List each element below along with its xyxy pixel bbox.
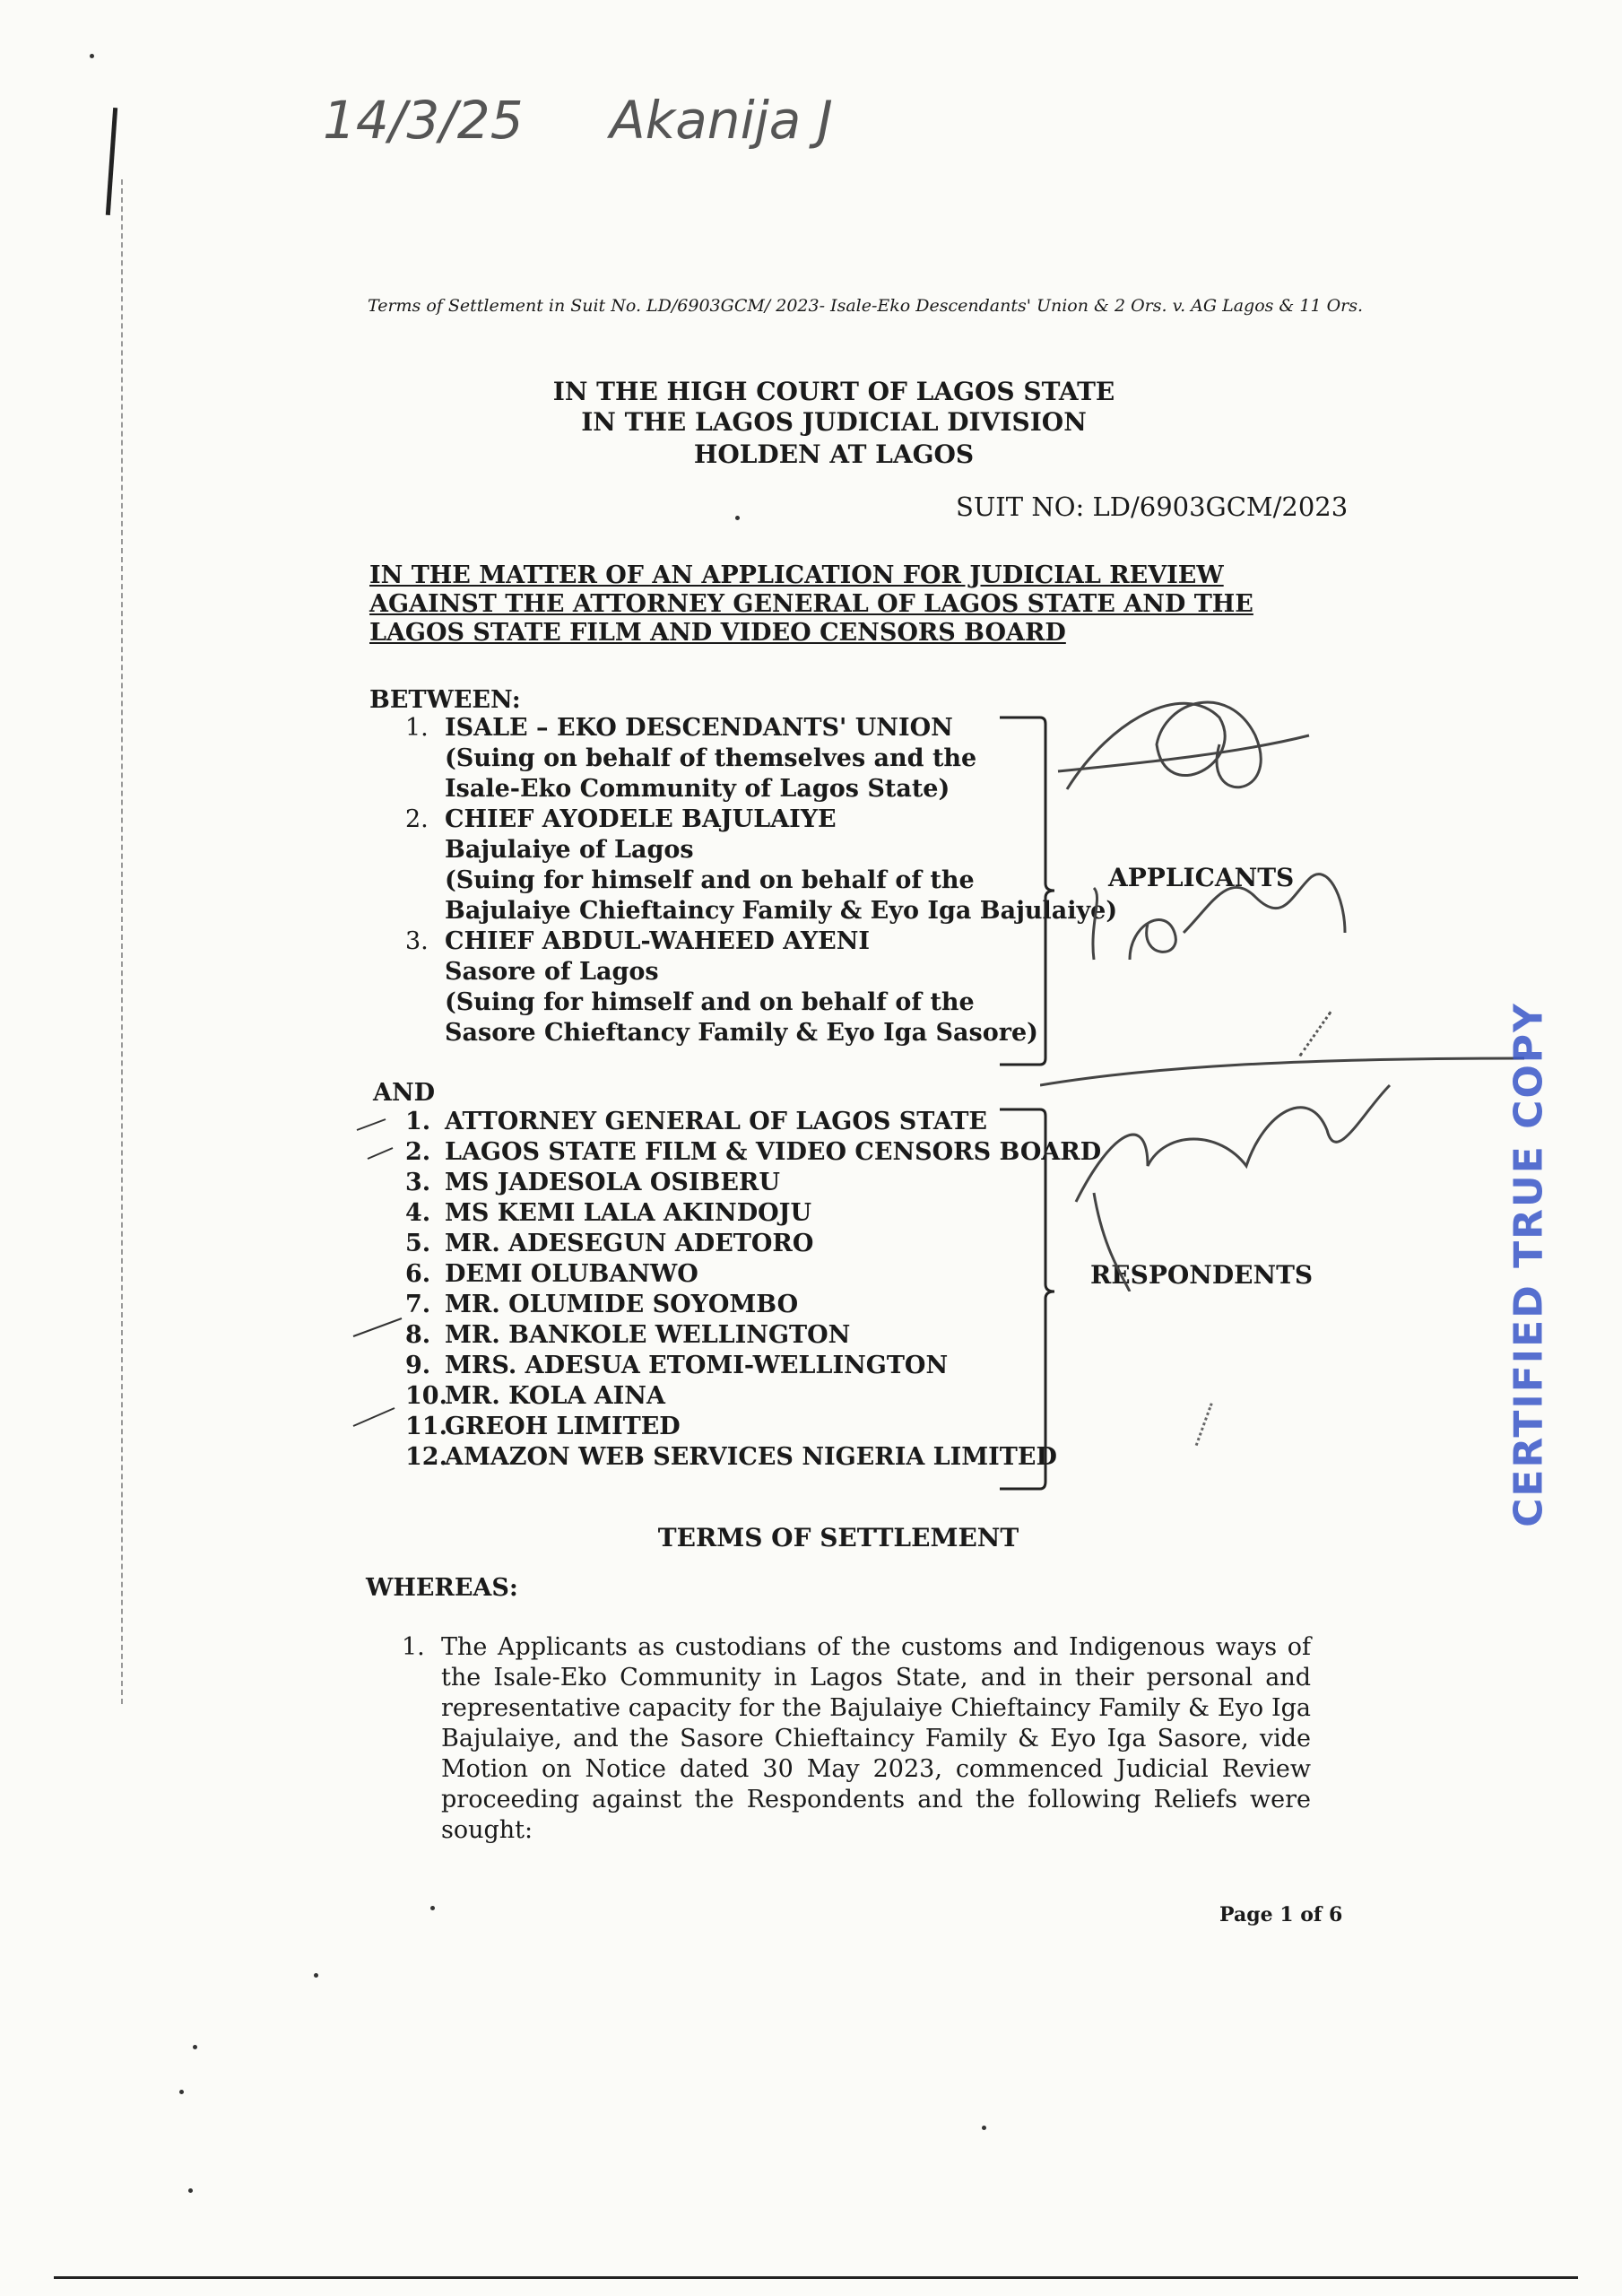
respondent-name: MR. BANKOLE WELLINGTON bbox=[445, 1321, 851, 1349]
speck bbox=[90, 54, 94, 58]
applicant-desc: Sasore of Lagos bbox=[445, 958, 659, 986]
court-line-3: HOLDEN AT LAGOS bbox=[693, 439, 975, 469]
applicant-number: 3. bbox=[405, 927, 429, 955]
applicants-label: APPLICANTS bbox=[1108, 863, 1295, 892]
respondent-number: 9. bbox=[405, 1352, 431, 1379]
paragraph-number: 1. bbox=[402, 1633, 425, 1661]
respondent-number: 8. bbox=[405, 1321, 431, 1349]
and-label: AND bbox=[373, 1079, 436, 1107]
respondent-number: 5. bbox=[405, 1230, 431, 1257]
stamp-text: CERTIFIED TRUE COPY bbox=[1505, 1002, 1552, 1527]
respondent-number: 4. bbox=[405, 1199, 431, 1227]
respondent-number: 1. bbox=[405, 1108, 431, 1135]
matter-heading bbox=[369, 561, 1302, 648]
certified-stamp bbox=[1502, 1002, 1556, 1527]
respondent-number: 10. bbox=[405, 1382, 447, 1410]
applicant-name: ISALE – EKO DESCENDANTS' UNION bbox=[445, 714, 953, 742]
applicant-desc: Sasore Chieftancy Family & Eyo Iga Sasore) bbox=[445, 1019, 1038, 1047]
matter-line-1: IN THE MATTER OF AN APPLICATION FOR JUDICIAL REVIEW bbox=[369, 561, 1224, 589]
respondent-name: MS JADESOLA OSIBERU bbox=[445, 1169, 780, 1196]
respondent-name: GREOH LIMITED bbox=[445, 1413, 681, 1440]
tick-marks bbox=[350, 1112, 421, 1435]
bottom-rule bbox=[54, 2276, 1578, 2279]
respondent-name: MR. OLUMIDE SOYOMBO bbox=[445, 1291, 799, 1318]
respondent-name: MR. KOLA AINA bbox=[445, 1382, 665, 1410]
handwritten-judge: Akanija J bbox=[610, 90, 833, 151]
applicant-number: 1. bbox=[405, 714, 429, 742]
whereas-paragraph-1 bbox=[402, 1632, 1311, 1846]
dotted-scratch bbox=[1195, 1403, 1247, 1458]
respondent-name: MS KEMI LALA AKINDOJU bbox=[445, 1199, 811, 1227]
between-label: BETWEEN: bbox=[369, 686, 521, 714]
applicant-desc: (Suing on behalf of themselves and the bbox=[445, 744, 977, 772]
court-line-1: IN THE HIGH COURT OF LAGOS STATE bbox=[552, 377, 1115, 406]
applicant-name: CHIEF AYODELE BAJULAIYE bbox=[445, 805, 837, 833]
applicant-desc: (Suing for himself and on behalf of the bbox=[445, 988, 975, 1016]
respondent-name: MR. ADESEGUN ADETORO bbox=[445, 1230, 814, 1257]
respondent-number: 2. bbox=[405, 1138, 431, 1166]
suit-number: SUIT NO: LD/6903GCM/2023 bbox=[956, 491, 1349, 522]
applicant-number: 2. bbox=[405, 805, 429, 833]
respondents-label: RESPONDENTS bbox=[1090, 1260, 1314, 1290]
signature-scribble bbox=[1040, 664, 1542, 1292]
applicant-desc: Isale-Eko Community of Lagos State) bbox=[445, 775, 950, 803]
handwritten-date: 14/3/25 bbox=[323, 90, 524, 151]
speck bbox=[735, 516, 740, 520]
paragraph-text: The Applicants as custodians of the customs and Indigenous ways of the Isale-Eko Community in Lagos State, and in their personal and representative capacity for the Bajulaiye Chieftaincy Family & Eyo Iga Bajulaiye, and the Sasore Chieftaincy Family & Eyo Iga Sasore, vide Motion on Notice dated 30 May 2023, commenced Judicial Review proceeding against the Respondents and the following Reliefs were sought: bbox=[441, 1633, 1311, 1844]
whereas-label: WHEREAS: bbox=[366, 1574, 518, 1602]
applicant-name: CHIEF ABDUL-WAHEED AYENI bbox=[445, 927, 871, 955]
speck bbox=[188, 2188, 193, 2193]
terms-title: TERMS OF SETTLEMENT bbox=[657, 1523, 1019, 1552]
applicant-desc: Bajulaiye of Lagos bbox=[445, 836, 694, 864]
speck bbox=[314, 1973, 318, 1978]
page-number: Page 1 of 6 bbox=[1219, 1903, 1343, 1926]
speck bbox=[430, 1906, 435, 1910]
respondent-number: 12. bbox=[405, 1443, 447, 1471]
respondent-name: MRS. ADESUA ETOMI-WELLINGTON bbox=[445, 1352, 949, 1379]
left-margin-mark bbox=[106, 108, 117, 215]
applicant-1 bbox=[405, 713, 976, 804]
applicant-desc: (Suing for himself and on behalf of the bbox=[445, 866, 975, 894]
matter-line-2: AGAINST THE ATTORNEY GENERAL OF LAGOS STATE AND THE bbox=[369, 590, 1253, 618]
respondent-number: 6. bbox=[405, 1260, 431, 1288]
speck bbox=[193, 2045, 197, 2049]
respondent-name: DEMI OLUBANWO bbox=[445, 1260, 698, 1288]
speck bbox=[179, 2090, 184, 2094]
applicant-desc: Bajulaiye Chieftaincy Family & Eyo Iga Bajulaiye) bbox=[445, 897, 1118, 925]
running-head: Terms of Settlement in Suit No. LD/6903GCM/ 2023- Isale-Eko Descendants' Union & 2 Ors. v. AG Lagos & 11 Ors. bbox=[368, 296, 1364, 316]
matter-line-3: LAGOS STATE FILM AND VIDEO CENSORS BOARD bbox=[369, 619, 1066, 647]
applicant-3 bbox=[405, 926, 1038, 1048]
respondent-number: 7. bbox=[405, 1291, 431, 1318]
respondent-name: AMAZON WEB SERVICES NIGERIA LIMITED bbox=[445, 1443, 1057, 1471]
respondent-number: 3. bbox=[405, 1169, 431, 1196]
court-line-2: IN THE LAGOS JUDICIAL DIVISION bbox=[581, 407, 1087, 437]
respondent-name: LAGOS STATE FILM & VIDEO CENSORS BOARD bbox=[445, 1138, 1102, 1166]
respondent-number: 11. bbox=[405, 1413, 447, 1440]
speck bbox=[982, 2126, 986, 2130]
respondent-name: ATTORNEY GENERAL OF LAGOS STATE bbox=[445, 1108, 988, 1135]
